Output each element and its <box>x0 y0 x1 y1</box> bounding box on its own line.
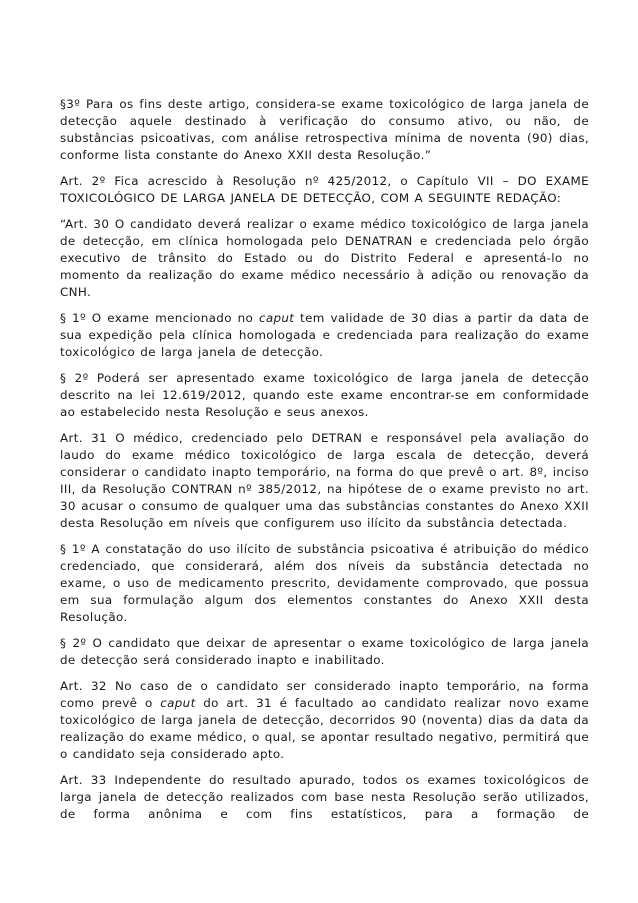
text-segment: § 1º O exame mencionado no <box>60 311 259 325</box>
paragraph-art32 <box>60 678 589 763</box>
italic-term: caput <box>258 311 295 325</box>
paragraph-par3-definition: §3º Para os fins deste artigo, considera-se exame toxicológico de larga janela de detecção aquele destinado à verificação do consumo ativo, ou não, de substâncias psicoativas, com análise retrospectiva mínima de noventa (90) dias, conforme lista constante do Anexo XXII desta Resolução.” <box>60 97 589 162</box>
text-segment: do art. 31 é facultado ao candidato realizar novo exame toxicológico de larga janela de detecção, decorridos 90 (noventa) dias da data da realização do exame médico, o qual, se apontar resultado negativo, permitirá que o candidato seja considerado apto. <box>60 696 589 761</box>
paragraph-art31-par1: § 1º A constatação do uso ilícito de substância psicoativa é atribuição do médico credenciado, que considerará, além dos níveis da substância detectada no exame, o uso de medicamento prescrito, devidamente comprovado, que possua em sua formulação algum dos elementos constantes do Anexo XXII desta Resolução. <box>60 542 589 624</box>
paragraph-art30: “Art. 30 O candidato deverá realizar o exame médico toxicológico de larga janela de detecção, em clínica homologada pelo DENATRAN e credenciada pelo órgão executivo de trânsito do Estado ou do Distrito Federal e apresentá-lo no momento da realização do exame médico necessário à adição ou renovação da CNH. <box>60 217 589 299</box>
paragraph-art30-par2: § 2º Poderá ser apresentado exame toxicológico de larga janela de detecção descrito na lei 12.619/2012, quando este exame encontrar-se em conformidade ao estabelecido nesta Resolução e seus anexos. <box>60 371 589 419</box>
paragraph-art33: Art. 33 Independente do resultado apurado, todos os exames toxicológicos de larga janela de detecção realizados com base nesta Resolução serão utilizados, de forma anônima e com fins estatísticos, para a formação de <box>60 773 589 821</box>
text-segment: tem validade de 30 dias a partir da data de sua expedição pela clínica homologada e credenciada para realização do exame toxicológico de larga janela de detecção. <box>60 311 589 359</box>
paragraph-art2: Art. 2º Fica acrescido à Resolução nº 425/2012, o Capítulo VII – DO EXAME TOXICOLÓGICO DE LARGA JANELA DE DETECÇÃO, COM A SEGUINTE REDAÇÃO: <box>60 174 589 205</box>
italic-term: caput <box>160 696 196 710</box>
document-page <box>60 96 589 832</box>
paragraph-art31-par2: § 2º O candidato que deixar de apresentar o exame toxicológico de larga janela de detecção será considerado inapto e inabilitado. <box>60 636 589 667</box>
paragraph-art30-par1 <box>60 310 589 361</box>
paragraph-art31: Art. 31 O médico, credenciado pelo DETRAN e responsável pela avaliação do laudo do exame médico toxicológico de larga escala de detecção, deverá considerar o candidato inapto temporário, na forma do que prevê o art. 8º, inciso III, da Resolução CONTRAN nº 385/2012, na hipótese de o exame previsto no art. 30 acusar o consumo de qualquer uma das substâncias constantes do Anexo XXII desta Resolução em níveis que configurem uso ilícito da substância detectada. <box>60 431 589 530</box>
text-segment: Art. 32 No caso de o candidato ser considerado inapto temporário, na forma como prevê o <box>60 679 589 710</box>
